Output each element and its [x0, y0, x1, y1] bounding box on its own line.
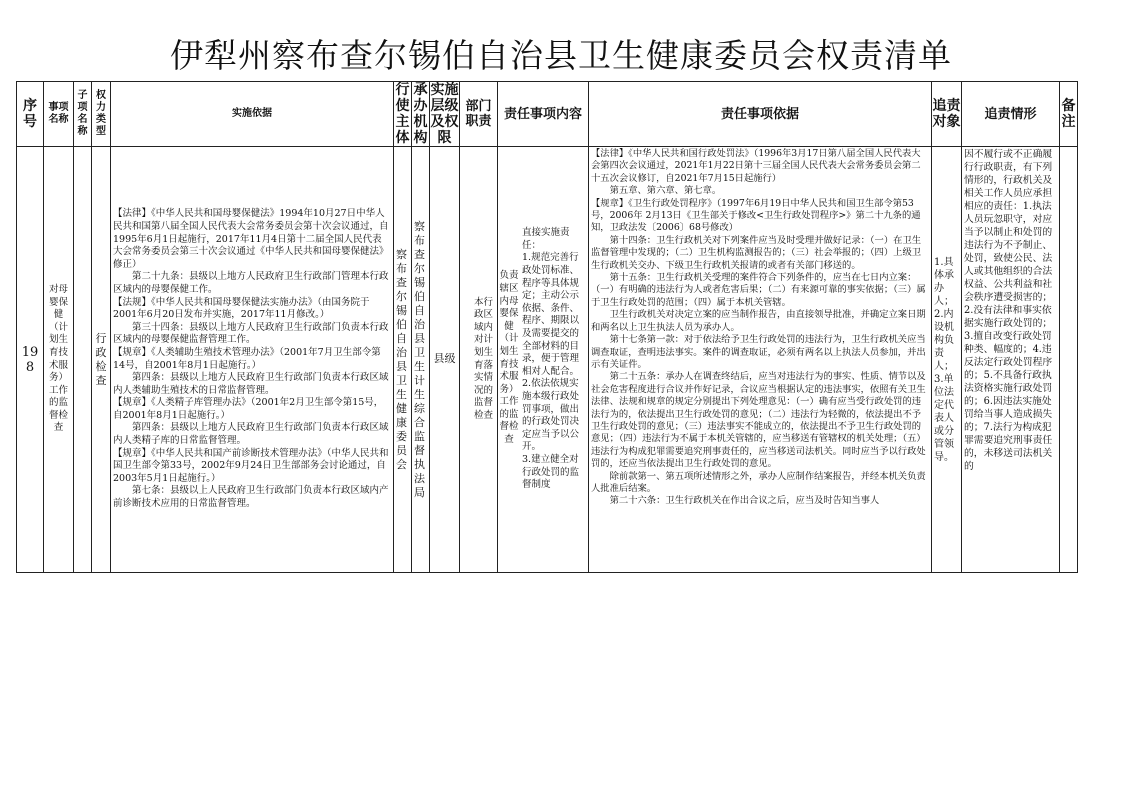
cell-target — [932, 147, 962, 573]
basis-paragraph: 第七条：县级以上人民政府卫生行政部门负责本行政区域内产前诊断技术应用的日常监督管理。 — [113, 485, 389, 510]
cell-situation — [962, 147, 1060, 573]
header-level: 实施层级及权限 — [430, 82, 459, 146]
power-type-value: 行政检查 — [95, 331, 107, 387]
cell-resp-basis — [589, 147, 932, 573]
table-row — [17, 147, 1078, 573]
level-value: 县级 — [433, 352, 456, 366]
basis-paragraph: 第二十九条：县级以上地方人民政府卫生行政部门管理本行政区域内的母婴保健工作。 — [113, 271, 389, 295]
cell-item-name — [44, 147, 74, 573]
cell-resp-content — [498, 147, 589, 573]
basis-paragraph: 【规章】《人类精子库管理办法》（2001年2月卫生部令第15号，自2001年8月1日起施行。） — [113, 397, 384, 421]
basis-paragraph: 第三十四条：县级以上地方人民政府卫生行政部门负责本行政区域内的母婴保健监督管理工作。 — [113, 321, 389, 346]
resp-basis-text — [589, 147, 931, 572]
basis-paragraph: 【规章】《人类辅助生殖技术管理办法》（2001年7月卫生部令第14号，自2001年8月1日起施行。） — [113, 346, 381, 371]
duty2-value: 负责辖区内母婴保健（计划生育技术服务）工作的监督检查 — [499, 270, 519, 446]
resp-basis-paragraph: 第二十六条：卫生行政机关在作出合议之后，应当及时告知当事人 — [609, 495, 880, 507]
remark-value — [1060, 147, 1077, 572]
basis-paragraph: 【法律】《中华人民共和国母婴保健法》1994年10月27日中华人民共和国第八届全国人民代表大会常务委员会第十次会议通过，自1995年6月1日起施行，2017年11月4日第十二届全国人民代表大会常务委员会第三十次会议通过《中华人民共和国母婴保健法》修正） — [113, 208, 389, 270]
cell-remark — [1060, 147, 1078, 573]
target-value: 1.具体承办人；2.内设机构负责人；3.单位法定代表人或分管领导。 — [934, 256, 954, 463]
header-agency: 承办机构 — [413, 82, 428, 146]
basis-paragraph: 第四条：县级以上地方人民政府卫生行政部门负责本行政区域内人类辅助生殖技术的日常监督管理。 — [113, 372, 389, 396]
resp-basis-paragraph: 卫生行政机关对决定立案的应当制作报告，由直接领导批准，并确定立案日期和两名以上卫生执法人员为承办人。 — [591, 309, 926, 333]
resp-basis-paragraph: 【法律】《中华人民共和国行政处罚法》（1996年3月17日第八届全国人民代表大会第四次会议通过，2021年1月22日第十三届全国人民代表大会常务委员会第二十五次会议修订，自2021年7月15日起施行） — [591, 148, 921, 184]
resp-content-paragraph: 3.建立健全对行政处罚的监督制度 — [522, 453, 580, 491]
cell-subject — [394, 147, 412, 573]
resp-content-paragraph: 1.规范完善行政处罚标准、程序等具体规定；主动公示依据、条件、程序、期限以及需要提交的全部材料的目录，便于管理相对人配合。 — [522, 252, 580, 377]
cell-basis — [111, 147, 394, 573]
resp-basis-paragraph: 除前款第一、第五项所述情形之外，承办人应制作结案报告，并经本机关负责人批准后结案。 — [591, 470, 926, 494]
header-basis: 实施依据 — [111, 82, 394, 147]
basis-paragraph: 【规章】《中华人民共和国产前诊断技术管理办法》（中华人民共和国卫生部令第33号，2002年9月24日卫生部部务会讨论通过，自2003年5月1日起施行。） — [113, 447, 389, 484]
cell-sub-item — [74, 147, 92, 573]
resp-basis-paragraph: 第二十五条：承办人在调查终结后，应当对违法行为的事实、性质、情节以及社会危害程度进行合议并作好记录，合议应当根据认定的违法事实，依照有关卫生法律、法规和规章的规定分别提出下列处理意见：（一）确有应当受行政处罚的违法行为的，依法提出卫生行政处罚的意见；（二）违法行为轻微的，依法提出不予卫生行政处罚的意见；（三）违法事实不能成立的，依法提出不予卫生行政处罚的意见；（四）违法行为不属于本机关管辖的，应当移送有管辖权的机关处理；（五）违法行为构成犯罪需要追究刑事责任的，应当移送司法机关。同时应当予以行政处罚的，还应当依法提出卫生行政处罚的意见。 — [591, 371, 926, 470]
duty-value: 本行政区域内对计划生育落实情况的监督检查 — [473, 296, 493, 421]
header-situation: 追责情形 — [962, 82, 1060, 147]
header-sub-item: 子项名称 — [74, 82, 92, 147]
cell-level — [430, 147, 460, 573]
resp-content-paragraph: 2.依法依规实施本级行政处罚事项，做出的行政处罚决定应当予以公开。 — [522, 378, 580, 453]
resp-basis-paragraph: 【规章】《卫生行政处罚程序》（1997年6月19日中华人民共和国卫生部令第53号，2006年 2月13日《卫生部关于修改<卫生行政处罚程序>》第二十九条的通知，卫政法发〔2006〕68号修改） — [591, 197, 921, 234]
header-resp-content: 责任事项内容 — [498, 82, 589, 147]
header-resp-basis: 责任事项依据 — [589, 82, 932, 147]
resp-basis-paragraph: 第十五条：卫生行政机关受理的案件符合下列条件的，应当在七日内立案：（一）有明确的违法行为人或者危害后果；（二）有来源可靠的事实依据；（三）属于卫生行政处罚的范围；（四）属于本机关管辖。 — [591, 272, 926, 308]
sub-item-value — [74, 147, 91, 572]
resp-basis-paragraph: 第十四条：卫生行政机关对下列案件应当及时受理并做好记录：（一）在卫生监督管理中发现的；（二）卫生机构监测报告的；（三）社会举报的；（四）上级卫生行政机关交办、下级卫生行政机关报请的或者有关部门移送的。 — [591, 234, 922, 271]
agency-value: 察布查尔锡伯自治县卫生计生综合监督执法局 — [414, 219, 425, 499]
basis-paragraph: 第四条：县级以上地方人民政府卫生行政部门负责本行政区域内人类精子库的日常监督管理。 — [113, 422, 389, 447]
header-item-name: 事项名称 — [44, 82, 74, 147]
page-title: 伊犁州察布查尔锡伯自治县卫生健康委员会权责清单 — [170, 36, 952, 75]
cell-duty — [460, 147, 498, 573]
resp-content-text — [520, 147, 588, 572]
authority-table — [16, 81, 1078, 573]
item-name-value: 对母婴保健（计划生育技术服务）工作的监督检查 — [48, 283, 68, 434]
basis-paragraph: 【法规】《中华人民共和国母婴保健法实施办法》（由国务院于2001年6月20日发布并实施，2017年11月修改。） — [113, 296, 370, 321]
header-duty: 部门职责 — [460, 82, 498, 147]
header-seq: 序号 — [17, 82, 44, 147]
resp-content-paragraph: 直接实施责任： — [522, 227, 570, 251]
header-subject: 行使主体 — [395, 82, 410, 146]
situation-value: 因不履行或不正确履行行政职责，有下列情形的，行政机关及相关工作人员应承担相应的责任：1.执法人员玩忽职守，对应当予以制止和处罚的违法行为不予制止、处罚，致使公民、法人或其他组织的合法权益、公共利益和社会秩序遭受损害的；2.没有法律和事实依据实施行政处罚的；3.擅自改变行政处罚种类、幅度的；4.违反法定行政处罚程序的；5.不具备行政执法资格实施行政处罚的；6.因违法实施处罚给当事人造成损失的；7.法行为构成犯罪需要追究刑事责任的，未移送司法机关的 — [964, 149, 1053, 472]
basis-text — [111, 147, 393, 572]
cell-seq — [17, 147, 44, 573]
header-row — [17, 82, 1078, 147]
seq-value: 198 — [21, 344, 39, 375]
header-target: 追责对象 — [932, 82, 962, 147]
cell-agency — [412, 147, 430, 573]
header-power-type: 权力类型 — [92, 82, 111, 147]
cell-power-type — [92, 147, 111, 573]
subject-value: 察布查尔锡伯自治县卫生健康委员会 — [396, 247, 407, 471]
resp-basis-paragraph: 第五章、第六章、第七章。 — [609, 185, 722, 197]
resp-basis-paragraph: 第十七条第一款：对于依法给予卫生行政处罚的违法行为，卫生行政机关应当调查取证，查明违法事实。案件的调查取证，必须有两名以上执法人员参加，并出示有关证件。 — [591, 334, 926, 370]
header-remark: 备注 — [1060, 82, 1078, 147]
